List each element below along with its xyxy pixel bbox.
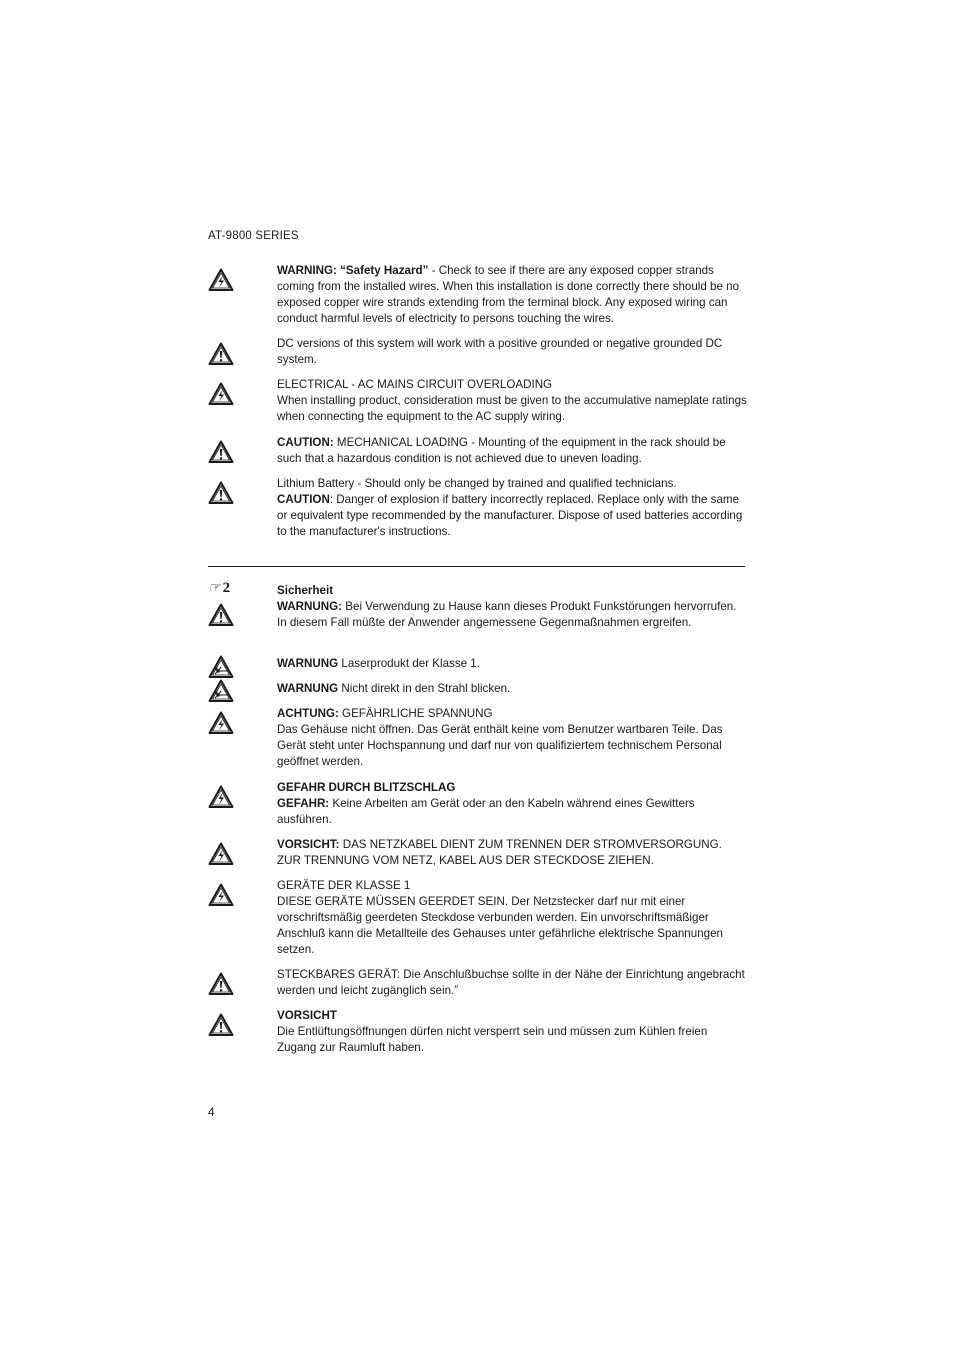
warning-paragraph bbox=[277, 377, 747, 393]
warning-body: - Check to see if there are any exposed copper strands coming from the installed wires. When this installation is done correctly there should be no exposed copper wire strands extending from the terminal block. Any exposed wiring can conduct harmful levels of electricity to persons touching the wires. bbox=[277, 264, 740, 325]
warning-paragraph bbox=[277, 837, 747, 869]
warning-label: VORSICHT: bbox=[277, 838, 340, 851]
warning-label: Sicherheit bbox=[277, 584, 334, 597]
warning-body: When installing product, consideration must be given to the accumulative nameplate ratings when connecting the equipment to the AC supply wiring. bbox=[277, 394, 747, 423]
warning-body: STECKBARES GERÄT: Die Anschlußbuchse sollte in der Nähe der Einrichtung angebracht werden und leicht zugänglich sein.” bbox=[277, 968, 745, 997]
warning-body: GERÄTE DER KLASSE 1 bbox=[277, 879, 411, 892]
warning-text bbox=[277, 837, 747, 869]
warning-paragraph bbox=[277, 967, 747, 999]
warning-body: Bei Verwendung zu Hause kann dieses Produkt Funkstörungen hervorrufen. In diesem Fall müßte der Anwender angemessene Gegenmaßnahmen ergreifen. bbox=[277, 600, 737, 629]
warning-body: DC versions of this system will work with a positive grounded or negative grounded DC system. bbox=[277, 337, 723, 366]
warning-label: VORSICHT bbox=[277, 1009, 337, 1022]
section-divider bbox=[208, 566, 745, 567]
warning-text bbox=[277, 1008, 747, 1056]
warning-label: WARNING: “Safety Hazard” bbox=[277, 264, 429, 277]
warning-body: ELECTRICAL - AC MAINS CIRCUIT OVERLOADING bbox=[277, 378, 553, 391]
electric-shock-warning-icon bbox=[208, 711, 234, 735]
warning-body: Laserprodukt der Klasse 1. bbox=[338, 657, 480, 670]
warning-paragraph bbox=[277, 706, 747, 722]
warning-text bbox=[277, 780, 747, 828]
caution-exclamation-icon bbox=[208, 1013, 234, 1037]
laser-warning-icon bbox=[208, 655, 234, 679]
electric-shock-warning-icon bbox=[208, 268, 234, 292]
warning-body: Nicht direkt in den Strahl blicken. bbox=[338, 682, 511, 695]
warning-text bbox=[277, 878, 747, 958]
running-header: AT-9800 SERIES bbox=[208, 230, 299, 242]
warning-label: ACHTUNG: bbox=[277, 707, 339, 720]
warning-label: WARNUNG bbox=[277, 657, 339, 670]
electric-shock-warning-icon bbox=[208, 382, 234, 406]
warning-paragraph bbox=[277, 796, 747, 828]
warning-body: DAS NETZKABEL DIENT ZUM TRENNEN DER STROMVERSORGUNG. ZUR TRENNUNG VOM NETZ, KABEL AUS DER STECKDOSE ZIEHEN. bbox=[277, 838, 722, 867]
warning-paragraph bbox=[277, 656, 747, 672]
warning-text bbox=[277, 263, 747, 327]
warning-paragraph bbox=[277, 476, 747, 492]
warning-text bbox=[277, 583, 747, 631]
language-marker bbox=[208, 580, 230, 597]
warning-body: GEFÄHRLICHE SPANNUNG bbox=[338, 707, 493, 720]
warning-paragraph bbox=[277, 1024, 747, 1056]
warning-text bbox=[277, 967, 747, 999]
warning-paragraph bbox=[277, 435, 747, 467]
electric-shock-warning-icon bbox=[208, 883, 234, 907]
warning-paragraph bbox=[277, 492, 747, 540]
warning-label: CAUTION: bbox=[277, 436, 334, 449]
warning-paragraph bbox=[277, 878, 747, 894]
laser-warning-icon bbox=[208, 679, 234, 703]
warning-body: Lithium Battery - Should only be changed by trained and qualified technicians. bbox=[277, 477, 677, 490]
warning-paragraph bbox=[277, 681, 747, 697]
language-number: 2 bbox=[222, 580, 231, 596]
warning-paragraph bbox=[277, 1008, 747, 1024]
warning-body: Das Gehäuse nicht öffnen. Das Gerät enthält keine vom Benutzer wartbaren Teile. Das Gerät steht unter Hochspannung und darf nur von qualifiziertem technischem Personal geöffnet werden. bbox=[277, 723, 723, 768]
warning-text bbox=[277, 681, 747, 697]
warning-paragraph bbox=[277, 263, 747, 327]
warning-body: DIESE GERÄTE MÜSSEN GEERDET SEIN. Der Netzstecker darf nur mit einer vorschriftsmäßig geerdeten Steckdose verbunden werden. Ein unvorschriftsmäßiger Anschluß kann die Metallteile des Gehauses unter gefährliche elektrische Spannungen setzen. bbox=[277, 895, 723, 956]
caution-exclamation-icon bbox=[208, 603, 234, 627]
warning-label: GEFAHR DURCH BLITZSCHLAG bbox=[277, 781, 456, 794]
warning-body: Die Entlüftungsöffnungen dürfen nicht versperrt sein und müssen zum Kühlen freien Zugang zur Raumluft haben. bbox=[277, 1025, 708, 1054]
caution-exclamation-icon bbox=[208, 440, 234, 464]
warning-paragraph bbox=[277, 894, 747, 958]
warning-text bbox=[277, 336, 747, 368]
page-number: 4 bbox=[208, 1105, 215, 1119]
warning-paragraph bbox=[277, 336, 747, 368]
warning-text bbox=[277, 435, 747, 467]
caution-exclamation-icon bbox=[208, 342, 234, 366]
pointing-hand-icon: ☞ bbox=[208, 581, 221, 596]
warning-text bbox=[277, 377, 747, 425]
warning-label: GEFAHR: bbox=[277, 797, 330, 810]
warning-text bbox=[277, 656, 747, 672]
warning-label: CAUTION bbox=[277, 493, 330, 506]
caution-exclamation-icon bbox=[208, 481, 234, 505]
caution-exclamation-icon bbox=[208, 972, 234, 996]
warning-body: Keine Arbeiten am Gerät oder an den Kabeln während eines Gewitters ausführen. bbox=[277, 797, 695, 826]
warning-paragraph bbox=[277, 780, 747, 796]
warning-paragraph bbox=[277, 599, 747, 631]
warning-body: MECHANICAL LOADING - Mounting of the equipment in the rack should be such that a hazardous condition is not achieved due to uneven loading. bbox=[277, 436, 726, 465]
warning-text bbox=[277, 706, 747, 770]
electric-shock-warning-icon bbox=[208, 842, 234, 866]
electric-shock-warning-icon bbox=[208, 785, 234, 809]
warning-paragraph bbox=[277, 393, 747, 425]
warning-label: WARNUNG bbox=[277, 682, 339, 695]
warning-text bbox=[277, 476, 747, 540]
warning-body: : Danger of explosion if battery incorrectly replaced. Replace only with the same or equivalent type recommended by the manufacturer. Dispose of used batteries according to the manufacturer's instructions. bbox=[277, 493, 743, 538]
warning-paragraph bbox=[277, 583, 747, 599]
warning-label: WARNUNG: bbox=[277, 600, 343, 613]
warning-paragraph bbox=[277, 722, 747, 770]
